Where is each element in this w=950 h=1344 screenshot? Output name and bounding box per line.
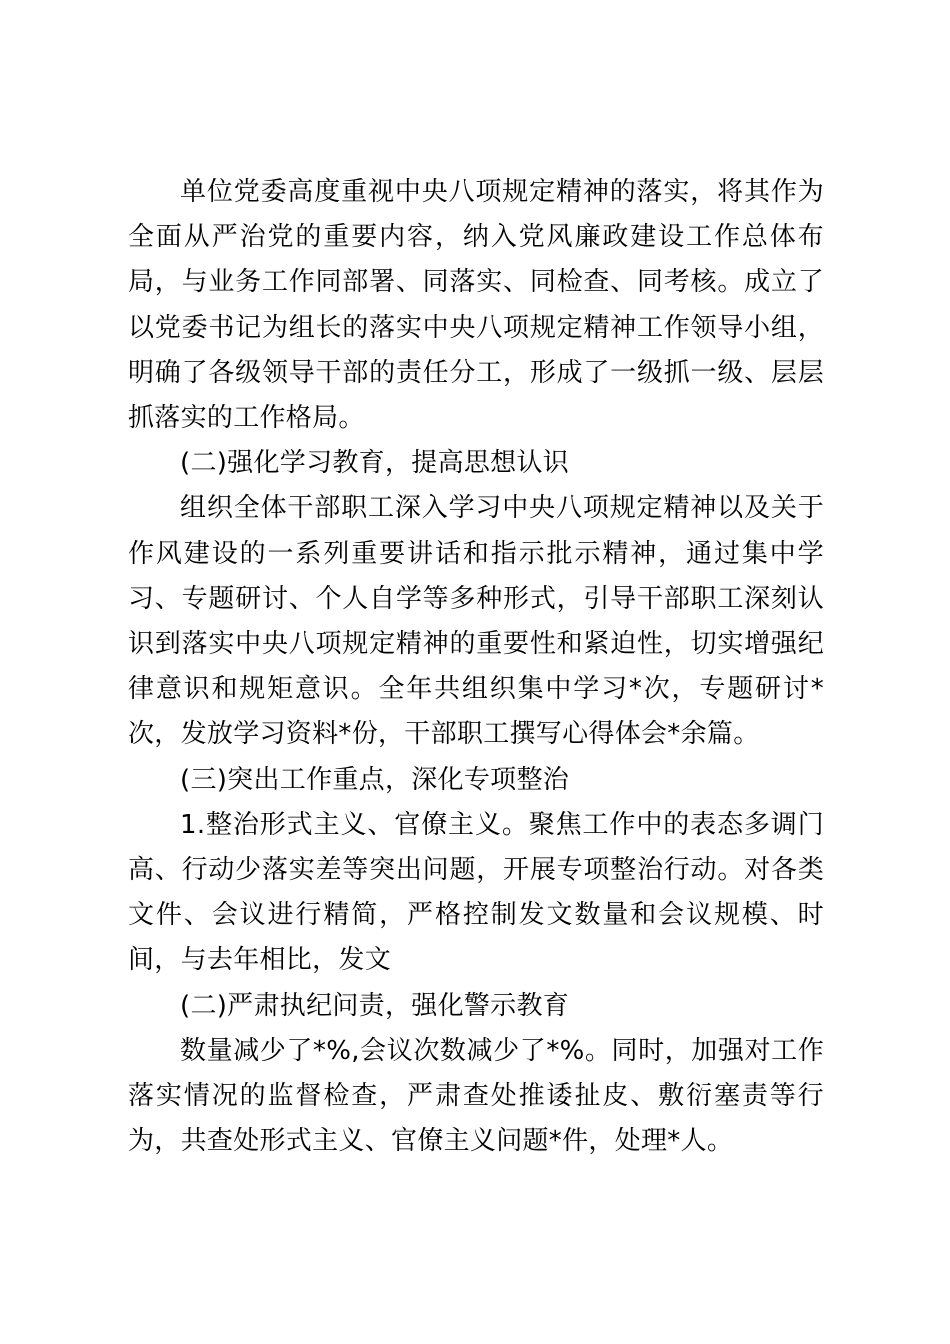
body-paragraph: 1.整治形式主义、官僚主义。聚焦工作中的表态多调门高、行动少落实差等突出问题，开展专项整治行动。对各类文件、会议进行精简，严格控制发文数量和会议规模、时间，与去年相比，发文: [128, 809, 824, 976]
body-paragraph: 单位党委高度重视中央八项规定精神的落实，将其作为全面从严治党的重要内容，纳入党风廉政建设工作总体布局，与业务工作同部署、同落实、同检查、同考核。成立了以党委书记为组长的落实中央八项规定精神工作领导小组，明确了各级领导干部的责任分工，形成了一级抓一级、层层抓落实的工作格局。: [128, 177, 824, 434]
section-heading: (二)强化学习教育，提高思想认识: [180, 448, 570, 479]
section-heading: (三)突出工作重点，深化专项整治: [180, 764, 570, 795]
body-paragraph: 数量减少了*%,会议次数减少了*%。同时，加强对工作落实情况的监督检查，严肃查处推诿扯皮、敷衍塞责等行为，共查处形式主义、官僚主义问题*件，处理*人。: [128, 1035, 824, 1157]
document-body: [128, 170, 824, 1164]
body-paragraph: 组织全体干部职工深入学习中央八项规定精神以及关于作风建设的一系列重要讲话和指示批示精神，通过集中学习、专题研讨、个人自学等多种形式，引导干部职工深刻认识到落实中央八项规定精神的重要性和紧迫性，切实增强纪律意识和规矩意识。全年共组织集中学习*次，专题研讨*次，发放学习资料*份，干部职工撰写心得体会*余篇。: [128, 493, 824, 750]
section-heading: (二)严肃执纪问责，强化警示教育: [180, 990, 570, 1021]
